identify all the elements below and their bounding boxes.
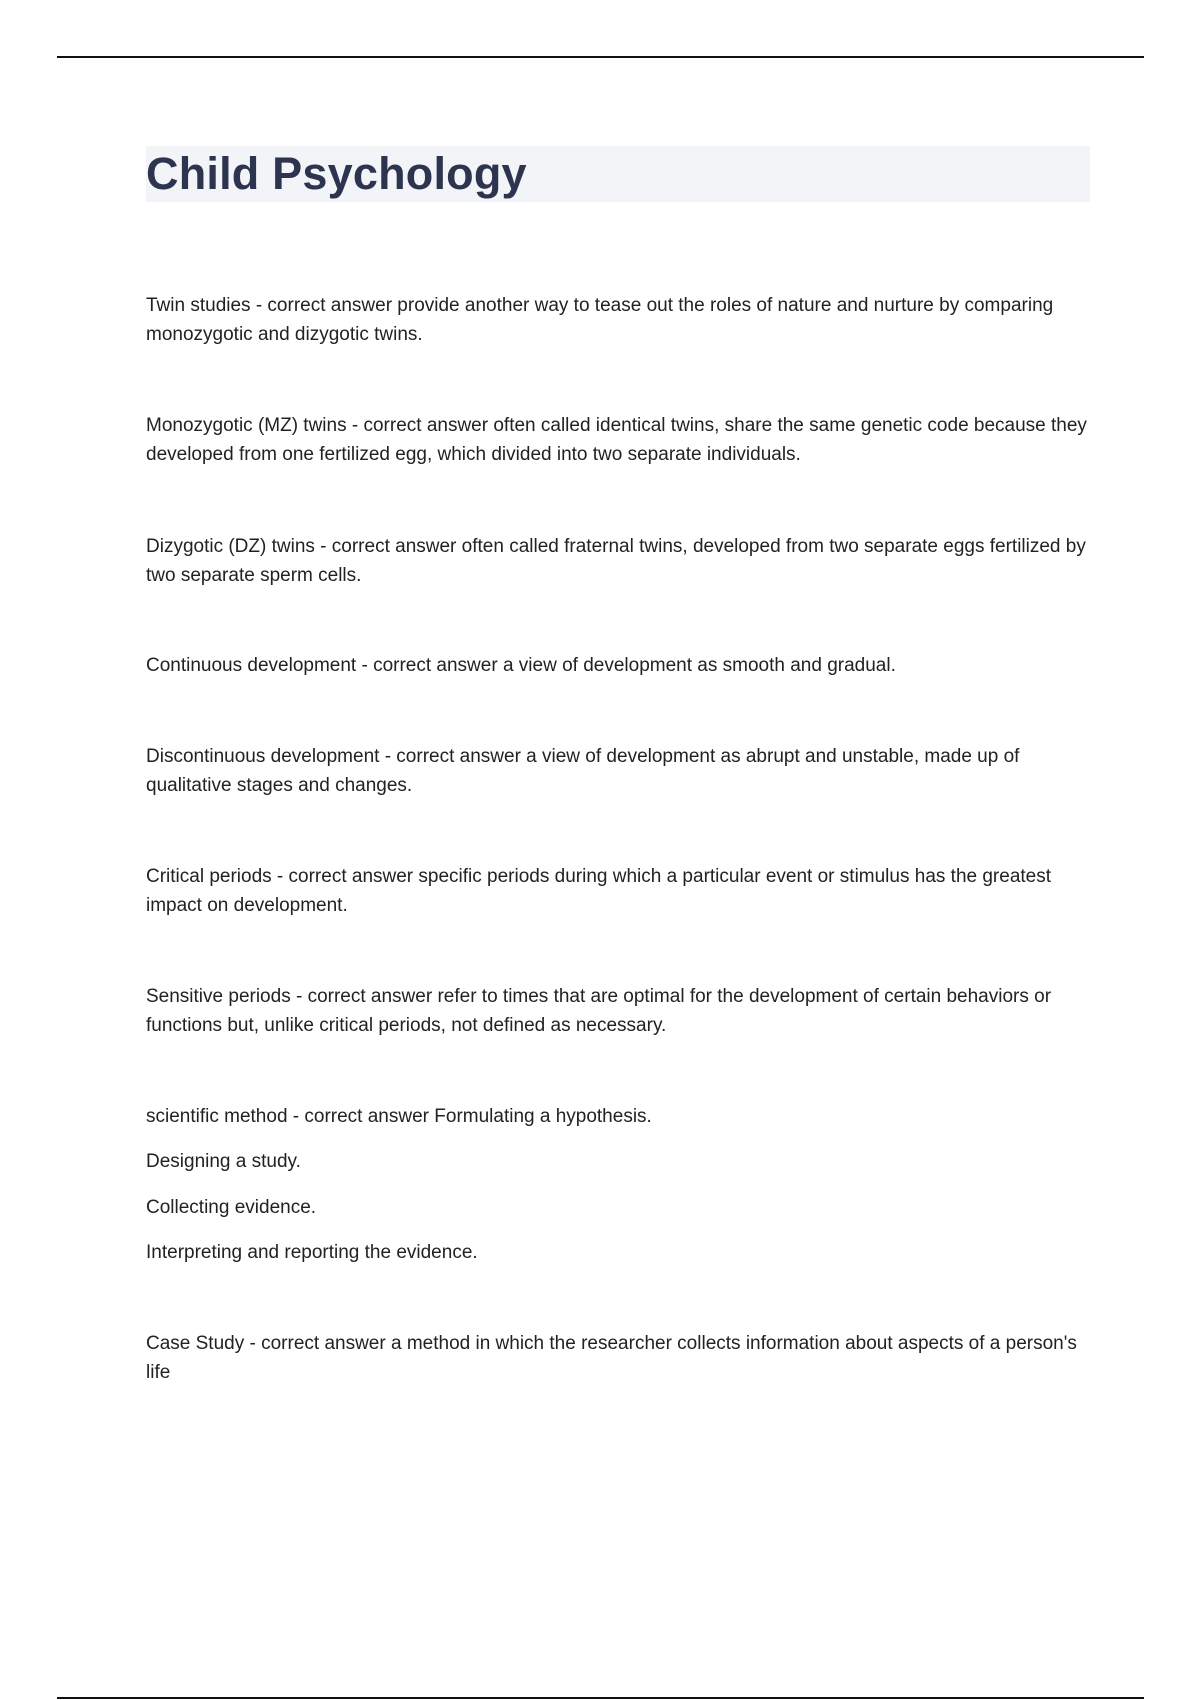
entry-discontinuous-development: Discontinuous development - correct answer a view of development as abrupt and unstable, made up of qualitative stages and changes. <box>146 746 1020 796</box>
scientific-method-step: Designing a study. <box>146 1151 301 1172</box>
scientific-method-step: Collecting evidence. <box>146 1197 317 1218</box>
top-rule <box>57 56 1144 58</box>
page-title: Child Psychology <box>146 148 527 199</box>
entry-monozygotic-twins: Monozygotic (MZ) twins - correct answer often called identical twins, share the same genetic code because they developed from one fertilized egg, which divided into two separate individuals. <box>146 415 1087 465</box>
entry-scientific-method: scientific method - correct answer Formulating a hypothesis. <box>146 1106 652 1127</box>
entry-case-study: Case Study - correct answer a method in which the researcher collects information about aspects of a person's life <box>146 1333 1077 1383</box>
entry-sensitive-periods: Sensitive periods - correct answer refer to times that are optimal for the development of certain behaviors or functions but, unlike critical periods, not defined as necessary. <box>146 986 1052 1036</box>
entry-continuous-development: Continuous development - correct answer a view of development as smooth and gradual. <box>146 655 896 676</box>
entry-critical-periods: Critical periods - correct answer specific periods during which a particular event or stimulus has the greatest impact on development. <box>146 866 1052 916</box>
entry-dizygotic-twins: Dizygotic (DZ) twins - correct answer often called fraternal twins, developed from two separate eggs fertilized by two separate sperm cells. <box>146 536 1086 586</box>
entry-twin-studies: Twin studies - correct answer provide another way to tease out the roles of nature and nurture by comparing monozygotic and dizygotic twins. <box>146 295 1054 345</box>
scientific-method-step: Interpreting and reporting the evidence. <box>146 1242 478 1263</box>
bottom-rule <box>57 1697 1144 1699</box>
